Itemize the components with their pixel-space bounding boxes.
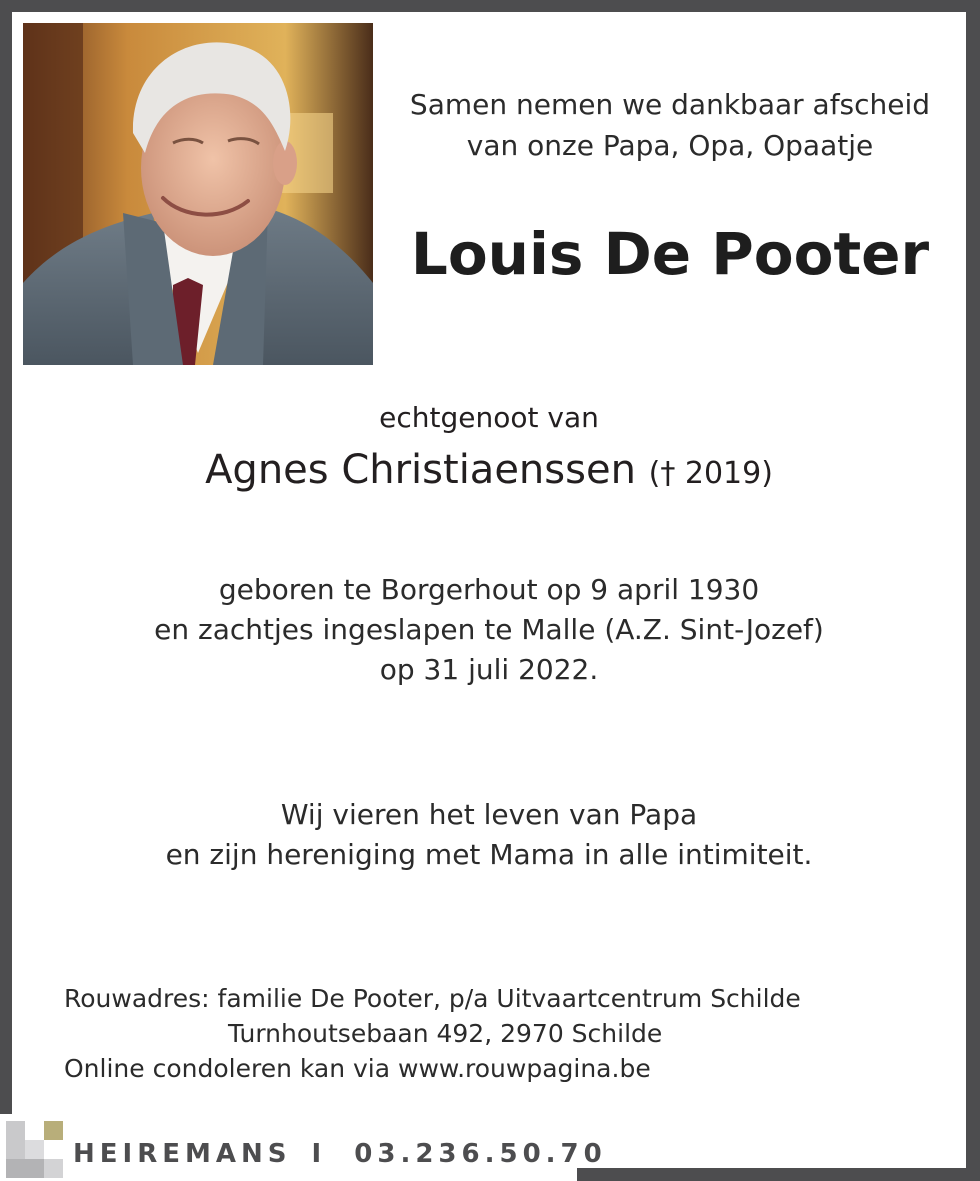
- detail-line: op 31 juli 2022.: [379, 653, 599, 686]
- detail-line: en zachtjes ingeslapen te Malle (A.Z. Sint-Jozef): [154, 613, 824, 646]
- brand-phone: 03.236.50.70: [354, 1139, 607, 1169]
- frame-right: [966, 0, 980, 1181]
- celebration-line: en zijn hereniging met Mama in alle intimiteit.: [165, 838, 813, 871]
- spouse-label: echtgenoot van: [379, 401, 599, 434]
- celebration-line: Wij vieren het leven van Papa: [280, 798, 698, 831]
- spouse-death-note: († 2019): [648, 456, 773, 491]
- mourning-address: Rouwadres: familie De Pooter, p/a Uitvaartcentrum Schilde: [64, 984, 801, 1013]
- online-condolence: Online condoleren kan via www.rouwpagina.be: [64, 1054, 651, 1083]
- frame-left: [0, 0, 12, 1114]
- farewell-intro-line: van onze Papa, Opa, Opaatje: [466, 129, 874, 162]
- frame-top: [0, 0, 980, 12]
- portrait-photo: [23, 23, 373, 365]
- spouse-line: [12, 444, 966, 500]
- street-address: Turnhoutsebaan 492, 2970 Schilde: [228, 1019, 663, 1048]
- farewell-intro: [385, 84, 955, 166]
- brand-separator: I: [311, 1139, 327, 1169]
- funeral-home-footer: [73, 1139, 607, 1169]
- detail-line: geboren te Borgerhout op 9 april 1930: [218, 573, 760, 606]
- brand-name: HEIREMANS: [73, 1139, 292, 1169]
- farewell-intro-line: Samen nemen we dankbaar afscheid: [409, 88, 931, 121]
- celebration-message: [12, 795, 966, 875]
- heiremans-logo-icon: [6, 1121, 64, 1179]
- spouse-name: Agnes Christiaenssen: [205, 447, 636, 493]
- frame-bottom: [577, 1168, 980, 1181]
- birth-death-details: [12, 570, 966, 690]
- deceased-name: Louis De Pooter: [410, 220, 930, 288]
